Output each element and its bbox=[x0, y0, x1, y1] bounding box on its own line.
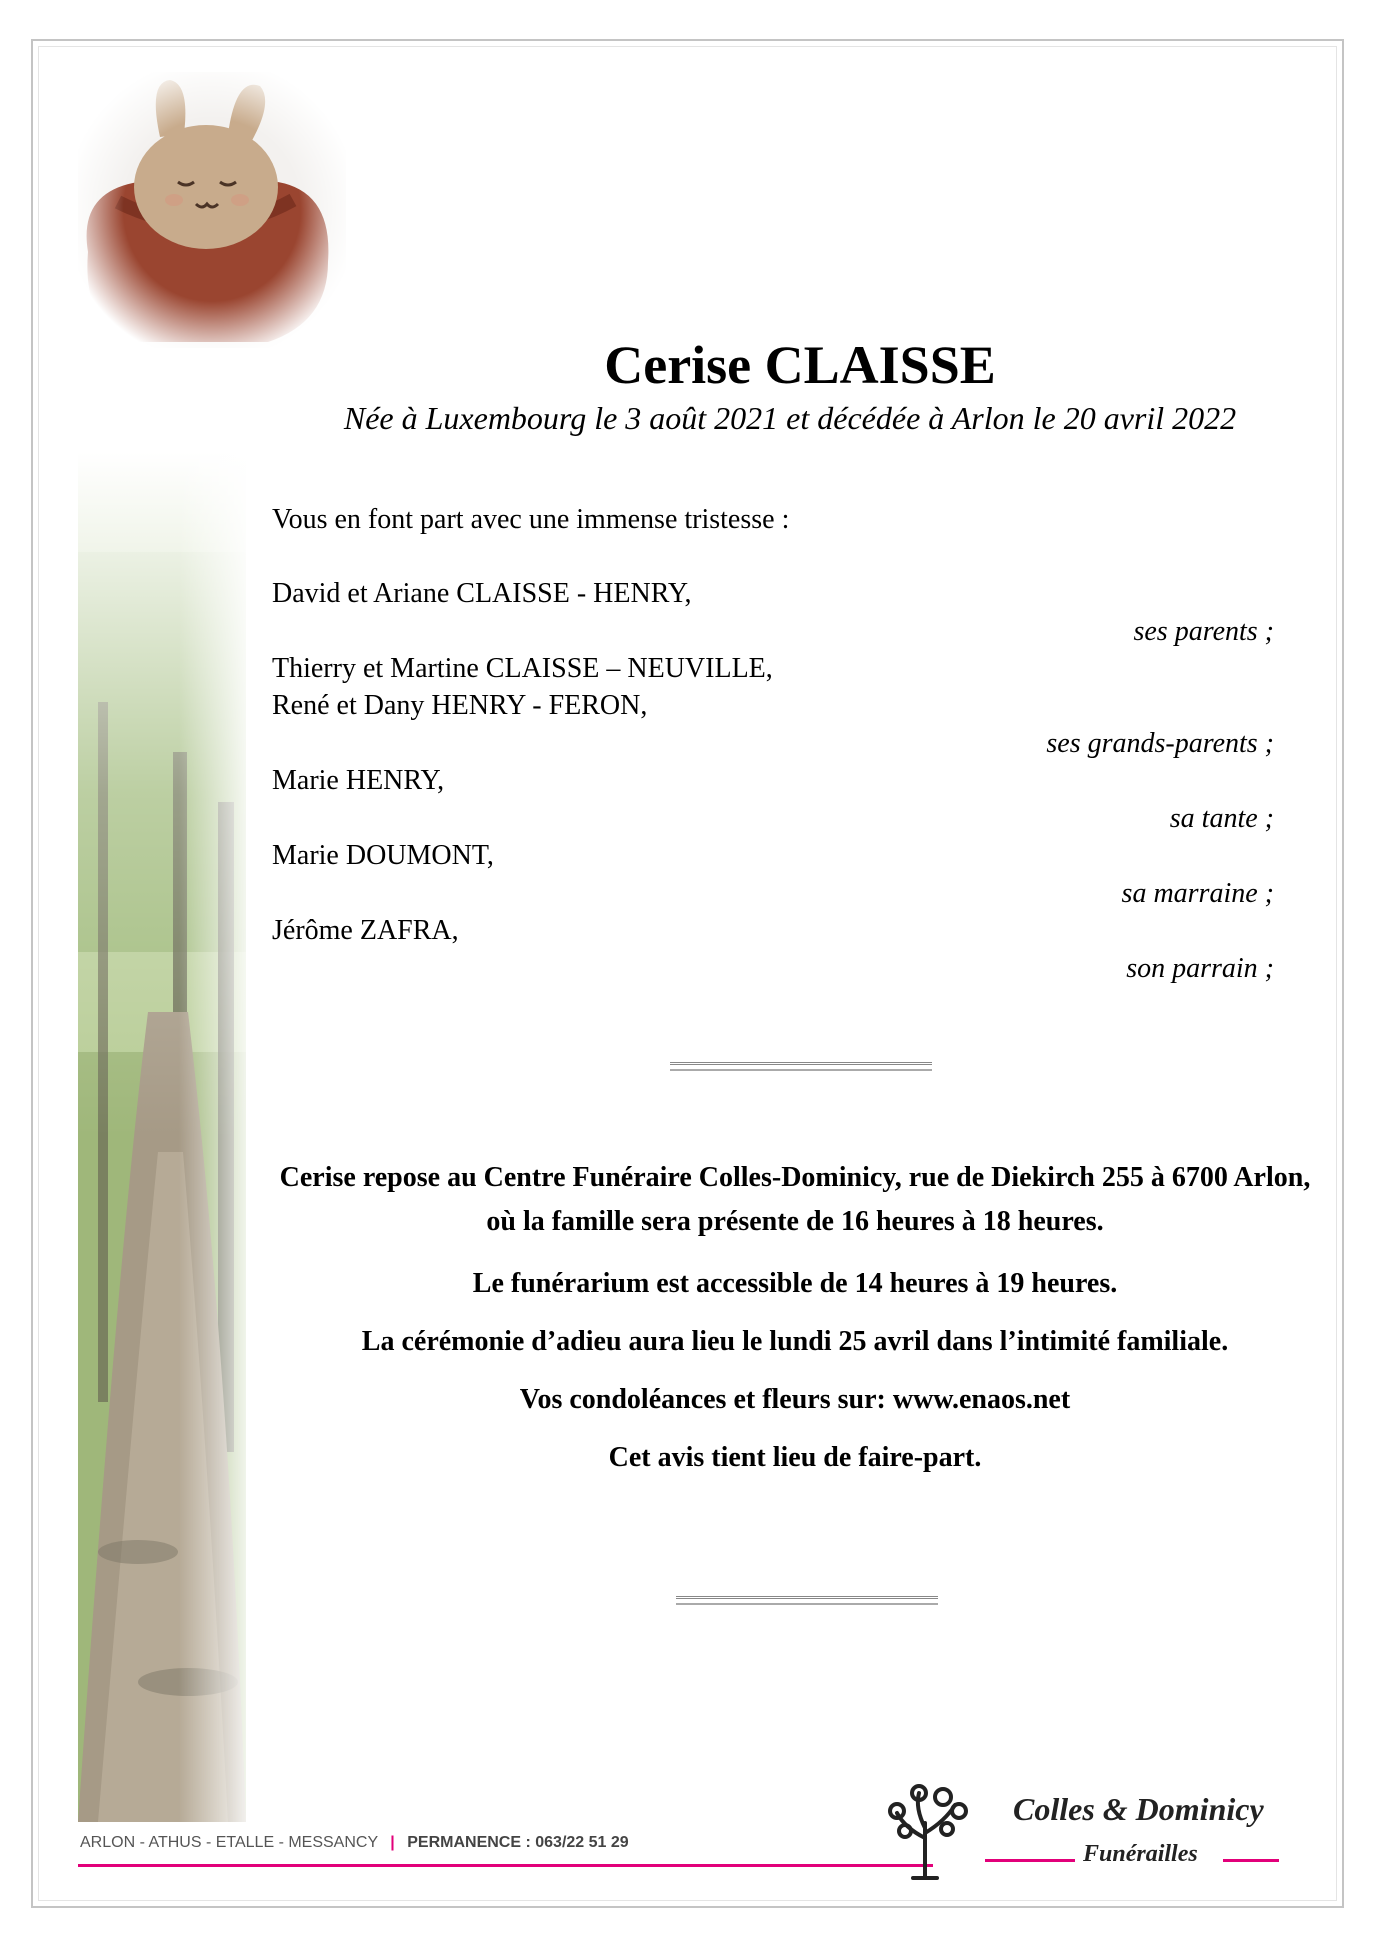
brand-subtitle: Funérailles bbox=[1083, 1841, 1198, 1867]
brand-underline-left bbox=[985, 1859, 1075, 1862]
footer-locations: ARLON - ATHUS - ETALLE - MESSANCY bbox=[80, 1834, 378, 1851]
family-name-godfather: Jérôme ZAFRA, bbox=[272, 915, 459, 946]
divider-top bbox=[670, 1062, 932, 1071]
relation-godmother: sa marraine ; bbox=[1121, 878, 1274, 909]
condolences-text: Vos condoléances et fleurs sur: www.enaos.net bbox=[519, 1384, 1071, 1415]
family-name-godmother: Marie DOUMONT, bbox=[272, 840, 494, 871]
tree-icon bbox=[885, 1783, 985, 1883]
footer-separator: | bbox=[390, 1834, 395, 1851]
ceremony-text: La cérémonie d’adieu aura lieu le lundi 25 avril dans l’intimité familiale. bbox=[361, 1326, 1229, 1357]
family-name-grandparents-2: René et Dany HENRY - FERON, bbox=[272, 690, 648, 721]
relation-grandparents: ses grands-parents ; bbox=[1046, 728, 1274, 759]
forest-path-image bbox=[78, 452, 246, 1822]
divider-bottom bbox=[676, 1596, 938, 1605]
relation-aunt: sa tante ; bbox=[1169, 803, 1274, 834]
footer-permanence: PERMANENCE : 063/22 51 29 bbox=[407, 1834, 629, 1851]
funerarium-hours: Le funérarium est accessible de 14 heures à 19 heures. bbox=[472, 1268, 1118, 1299]
footer-accent-line bbox=[78, 1864, 933, 1867]
intro-text: Vous en font part avec une immense tristesse : bbox=[272, 504, 790, 535]
bunny-photo bbox=[78, 72, 346, 348]
relation-godfather: son parrain ; bbox=[1126, 953, 1274, 984]
deceased-name: Cerise CLAISSE bbox=[604, 335, 996, 395]
brand-underline-right bbox=[1223, 1859, 1279, 1862]
faire-part-text: Cet avis tient lieu de faire-part. bbox=[608, 1442, 982, 1473]
brand-logo bbox=[885, 1783, 1285, 1888]
family-name-parents: David et Ariane CLAISSE - HENRY, bbox=[272, 578, 692, 609]
birth-death-dates: Née à Luxembourg le 3 août 2021 et décédée à Arlon le 20 avril 2022 bbox=[343, 400, 1237, 436]
brand-name: Colles & Dominicy bbox=[1013, 1791, 1264, 1827]
family-name-grandparents-1: Thierry et Martine CLAISSE – NEUVILLE, bbox=[272, 653, 773, 684]
repose-text: Cerise repose au Centre Funéraire Colles-Dominicy, rue de Diekirch 255 à 6700 Arlon, où la famille sera présente de 16 heures à 18 heures. bbox=[279, 1162, 1311, 1237]
relation-parents: ses parents ; bbox=[1133, 616, 1274, 647]
footer-contact bbox=[80, 1834, 629, 1852]
family-name-aunt: Marie HENRY, bbox=[272, 765, 445, 796]
